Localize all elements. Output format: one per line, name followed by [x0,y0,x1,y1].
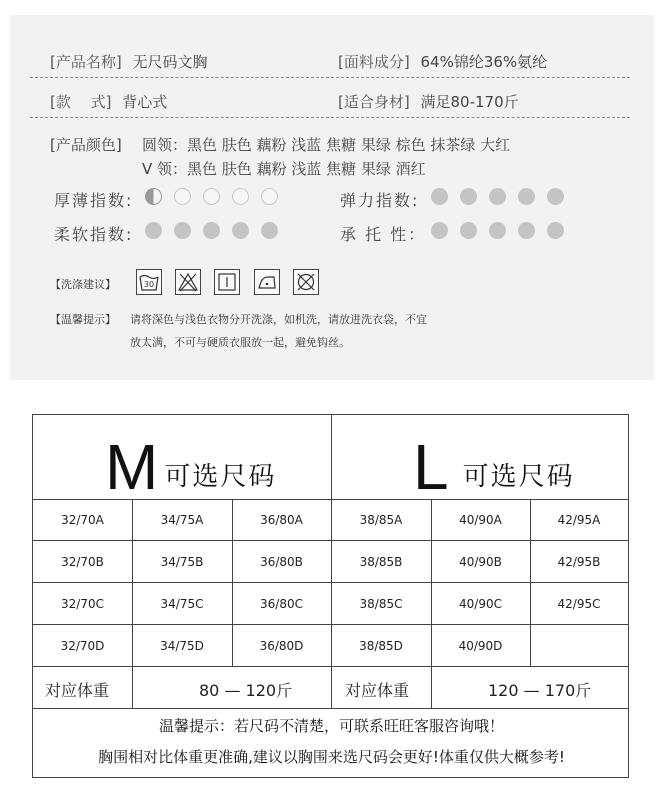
round-neck-colors: 圆领：黑色 肤色 藕粉 浅蓝 焦糖 果绿 棕色 抹茶绿 大红 [142,136,511,154]
size-cell: 42/95A [557,513,601,527]
fit-label: [适合身材] [338,93,410,111]
thickness-rating [145,188,278,205]
support-rating [431,222,564,239]
tips-line-2: 放太满，不可与硬质衣服放一起，避免钩丝。 [130,336,350,349]
wash-temp-label: 30 [143,280,155,289]
line-dry-icon [214,269,240,295]
rating-dot-filled [460,188,477,205]
softness-rating [145,222,278,239]
size-cell: 42/95B [557,555,601,569]
l-size-header [413,415,575,503]
size-cell: 32/70A [61,513,104,527]
low-iron-icon [254,269,280,295]
l-size-letter: L [413,431,449,503]
size-cell: 40/90A [459,513,502,527]
tips-label: 【温馨提示】 [50,313,116,326]
rating-dot-half [145,188,162,205]
m-size-header [105,415,277,503]
rating-dot-filled [145,222,162,239]
rating-dot-filled [547,222,564,239]
m-size-letter: M [105,431,159,503]
tips-line-1: 请将深色与浅色衣物分开洗涤，如机洗，请放进洗衣袋，不宜 [130,313,427,326]
rating-dot-filled [174,222,191,239]
size-cell: 32/70D [60,639,105,653]
rating-dot-empty [232,188,249,205]
softness-label: 柔软指数: [54,225,134,244]
size-cell [530,639,628,653]
size-cell: 32/70B [61,555,104,569]
style-value: 背心式 [122,93,168,111]
fit-row [338,91,519,112]
size-cell: 34/75D [160,639,204,653]
rating-dot-filled [547,188,564,205]
rating-dot-filled [489,222,506,239]
rating-dot-filled [261,222,278,239]
no-dry-clean-icon [293,269,319,295]
size-cell: 38/85A [359,513,403,527]
support-label: 承 托 性： [340,225,427,244]
rating-dot-filled [489,188,506,205]
rating-dot-empty [203,188,220,205]
size-cell: 34/75C [160,597,204,611]
fit-value: 满足80-170斤 [420,93,519,111]
size-cell: 38/85B [359,555,403,569]
size-cell: 38/85D [359,639,403,653]
size-cell: 40/90B [459,555,502,569]
size-cell: 36/80B [260,555,303,569]
fabric-row [338,51,547,72]
wash-30-icon [136,269,162,295]
grid-line [33,708,628,709]
rating-dot-filled [431,222,448,239]
rating-dot-filled [232,222,249,239]
weight-label-m: 对应体重 [45,681,110,700]
no-bleach-icon [175,269,201,295]
elasticity-rating [431,188,564,205]
size-cell: 36/80D [259,639,304,653]
fabric-value: 64%锦纶36%氨纶 [420,53,548,71]
size-note-2: 胸围相对比体重更准确,建议以胸围来选尺码会更好!体重仅供大概参考! [98,748,565,766]
thickness-label: 厚薄指数: [54,191,134,210]
style-row [50,91,167,112]
size-cell: 32/70C [61,597,104,611]
rating-dot-empty [261,188,278,205]
size-cell: 40/90C [459,597,502,611]
l-size-caption: 可选尺码 [462,462,575,492]
size-cell: 34/75B [160,555,204,569]
size-cell: 40/90D [458,639,503,653]
colors-label: [产品颜色] [50,136,122,154]
rating-dot-filled [203,222,220,239]
size-cell: 36/80A [260,513,303,527]
elasticity-label: 弹力指数: [340,191,420,210]
size-table [32,414,629,778]
rating-dot-filled [460,222,477,239]
product-name-value: 无尺码文胸 [132,53,208,71]
care-label: 【洗涤建议】 [50,278,116,291]
size-cell: 34/75A [160,513,204,527]
rating-dot-filled [518,188,535,205]
rating-dot-filled [518,222,535,239]
size-cell: 36/80C [260,597,303,611]
product-name-row [50,51,208,72]
v-neck-colors: V 领：黑色 肤色 藕粉 浅蓝 焦糖 果绿 酒红 [142,160,426,178]
size-note-1: 温馨提示：若尺码不清楚，可联系旺旺客服咨询哦！ [158,717,504,735]
style-label: [款 式] [50,93,112,111]
rating-dot-filled [431,188,448,205]
weight-range-m: 80 — 120斤 [199,681,293,700]
size-cell: 38/85C [359,597,403,611]
m-size-caption: 可选尺码 [164,462,277,492]
divider [30,77,630,78]
size-cell: 42/95C [557,597,601,611]
weight-label-l: 对应体重 [345,681,410,700]
weight-range-l: 120 — 170斤 [488,681,592,700]
product-name-label: [产品名称] [50,53,122,71]
divider [30,117,630,118]
rating-dot-empty [174,188,191,205]
fabric-label: [面料成分] [338,53,410,71]
